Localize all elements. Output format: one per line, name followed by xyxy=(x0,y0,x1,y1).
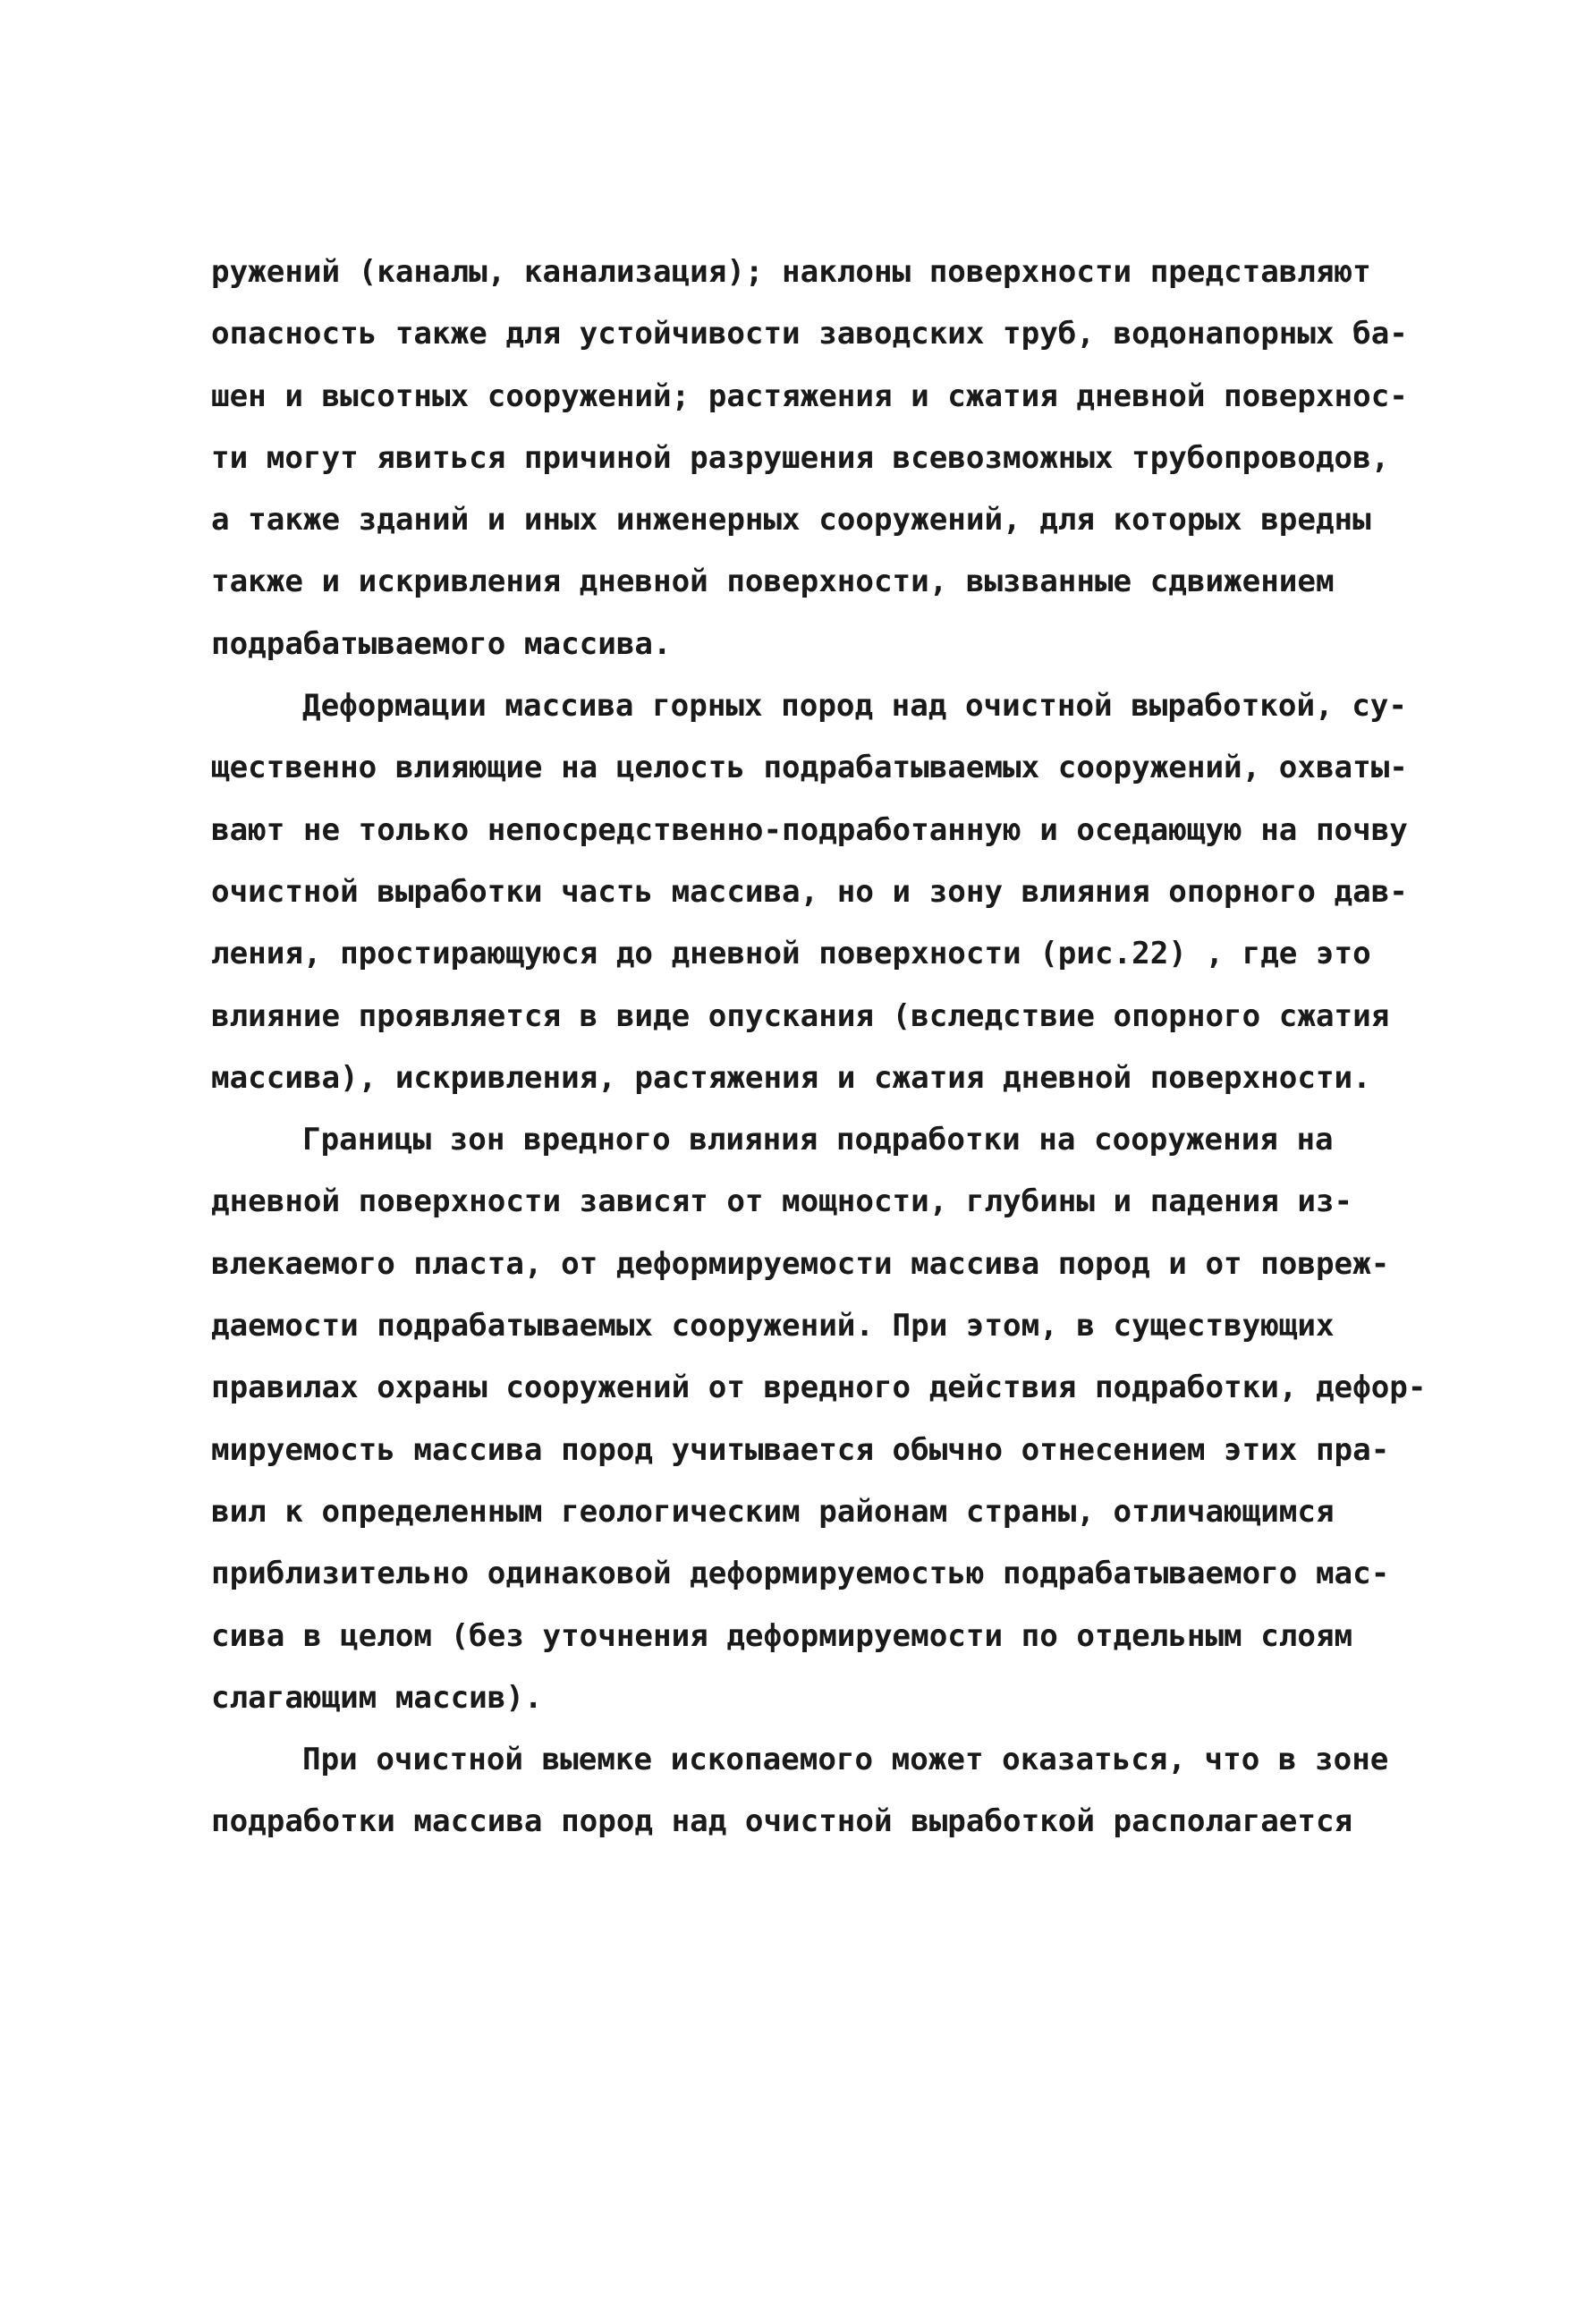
text-line: подработки массива пород над очистной выработкой располагается xyxy=(211,1803,1353,1840)
paragraph xyxy=(211,1109,1437,1729)
text-line: При очистной выемке ископаемого может оказаться, что в зоне xyxy=(302,1742,1389,1778)
text-line: массива), искривления, растяжения и сжатия дневной поверхности. xyxy=(211,1059,1371,1096)
text-line: подрабатываемого массива. xyxy=(211,625,672,662)
text-line: щественно влияющие на целость подрабатываемых сооружений, охваты- xyxy=(211,750,1408,786)
text-line: сива в целом (без уточнения деформируемости по отдельным слоям xyxy=(211,1617,1353,1654)
text-line: приблизительно одинаковой деформируемостью подрабатываемого мас- xyxy=(211,1556,1390,1592)
text-line: также и искривления дневной поверхности, вызванные сдвижением xyxy=(211,564,1335,600)
text-line: шен и высотных сооружений; растяжения и сжатия дневной поверхнос- xyxy=(211,377,1408,414)
text-line: дневной поверхности зависят от мощности, глубины и падения из- xyxy=(211,1183,1353,1220)
text-line: Границы зон вредного влияния подработки на сооружения на xyxy=(302,1122,1334,1158)
text-line: влияние проявляется в виде опускания (вследствие опорного сжатия xyxy=(211,997,1390,1034)
text-line: Деформации массива горных пород над очистной выработкой, су- xyxy=(302,688,1407,725)
paragraph xyxy=(211,242,1437,675)
text-line: ти могут явиться причиной разрушения всевозможных трубопроводов, xyxy=(211,439,1390,476)
text-line: ружений (каналы, канализация); наклоны поверхности представляют xyxy=(211,254,1371,290)
text-line: правилах охраны сооружений от вредного действия подработки, дефор- xyxy=(211,1370,1427,1406)
paragraph xyxy=(211,1729,1437,1853)
text-line: опасность также для устойчивости заводских труб, водонапорных ба- xyxy=(211,316,1408,352)
text-line: а также зданий и иных инженерных сооружений, для которых вредны xyxy=(211,502,1371,539)
text-line: мируемость массива пород учитывается обычно отнесением этих пра- xyxy=(211,1431,1390,1468)
text-line: ления, простирающуюся до дневной поверхности (рис.22) , где это xyxy=(211,936,1371,972)
text-line: очистной выработки часть массива, но и зону влияния опорного дав- xyxy=(211,873,1408,910)
text-line: даемости подрабатываемых сооружений. При этом, в существующих xyxy=(211,1308,1335,1344)
text-line: слагающим массив). xyxy=(211,1679,543,1716)
text-line: влекаемого пласта, от деформируемости массива пород и от повреж- xyxy=(211,1245,1390,1282)
text-line: вают не только непосредственно-подработанную и оседающую на почву xyxy=(211,811,1408,848)
text-line: вил к определенным геологическим районам страны, отличающимся xyxy=(211,1493,1335,1530)
body-text xyxy=(211,242,1437,1853)
paragraph xyxy=(211,675,1437,1109)
